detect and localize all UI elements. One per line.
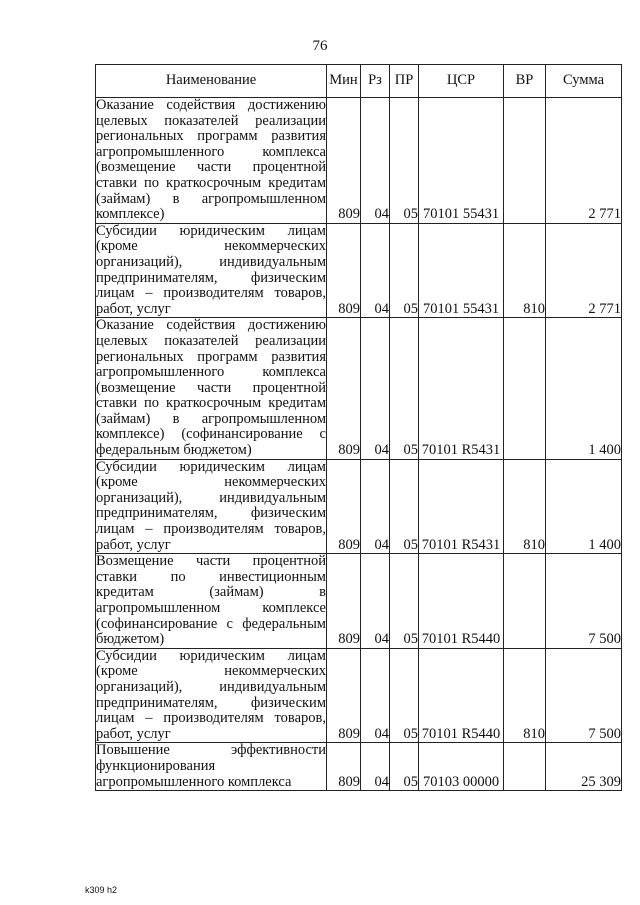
table-row <box>96 459 622 554</box>
row-name: Оказание содействия достижению целевых показателей реализации региональных программ развития агропромышленного комплекса (возмещение части процентной ставки по краткосрочным кредитам (займам) в агропромышленном комплексе) <box>96 97 326 223</box>
row-min: 809 <box>327 648 361 743</box>
table-row <box>96 648 622 743</box>
row-rz: 04 <box>361 554 390 649</box>
row-csr: 70101 R5431 <box>419 459 504 554</box>
row-pr: 05 <box>390 98 419 224</box>
row-vr: 810 <box>504 223 546 318</box>
row-vr: 810 <box>504 459 546 554</box>
budget-table <box>95 64 622 791</box>
row-sum: 1 400 <box>546 318 622 459</box>
header-vr: ВР <box>504 65 546 98</box>
table-row <box>96 554 622 649</box>
row-rz: 04 <box>361 743 390 791</box>
row-vr: 810 <box>504 648 546 743</box>
table-row <box>96 743 622 791</box>
table-header-row <box>96 65 622 98</box>
row-pr: 05 <box>390 318 419 459</box>
row-name: Субсидии юридическим лицам (кроме некоммерческих организаций), индивидуальным предпринимателям, физическим лицам – производителям товаров, работ, услуг <box>96 222 326 317</box>
row-csr: 70103 00000 <box>419 743 504 791</box>
header-rz: Рз <box>361 65 390 98</box>
row-pr: 05 <box>390 648 419 743</box>
row-csr: 70101 55431 <box>419 223 504 318</box>
row-rz: 04 <box>361 98 390 224</box>
row-rz: 04 <box>361 318 390 459</box>
header-pr: ПР <box>390 65 419 98</box>
document-code: k309 h2 <box>85 885 118 895</box>
row-sum: 25 309 <box>546 743 622 791</box>
row-min: 809 <box>327 459 361 554</box>
table-row <box>96 223 622 318</box>
row-min: 809 <box>327 743 361 791</box>
row-vr <box>504 554 546 649</box>
row-rz: 04 <box>361 223 390 318</box>
table-row <box>96 318 622 459</box>
row-csr: 70101 R5431 <box>419 318 504 459</box>
row-name: Повышение эффективности функционирования агропромышленного комплекса <box>96 742 326 790</box>
row-csr: 70101 R5440 <box>419 648 504 743</box>
row-sum: 1 400 <box>546 459 622 554</box>
row-name: Субсидии юридическим лицам (кроме некоммерческих организаций), индивидуальным предпринимателям, физическим лицам – производителям товаров, работ, услуг <box>96 647 326 742</box>
header-sum: Сумма <box>546 65 622 98</box>
row-name: Субсидии юридическим лицам (кроме некоммерческих организаций), индивидуальным предпринимателям, физическим лицам – производителям товаров, работ, услуг <box>96 458 326 553</box>
row-min: 809 <box>327 98 361 224</box>
row-sum: 2 771 <box>546 223 622 318</box>
row-sum: 7 500 <box>546 648 622 743</box>
row-vr <box>504 318 546 459</box>
header-csr: ЦСР <box>419 65 504 98</box>
row-pr: 05 <box>390 459 419 554</box>
header-name: Наименование <box>96 65 327 98</box>
table-row <box>96 98 622 224</box>
header-min: Мин <box>327 65 361 98</box>
row-sum: 2 771 <box>546 98 622 224</box>
row-name: Оказание содействия достижению целевых показателей реализации региональных программ развития агропромышленного комплекса (возмещение части процентной ставки по краткосрочным кредитам (займам) в агропромышленном комплексе) (софинансирование с федеральным бюджетом) <box>96 317 326 459</box>
row-rz: 04 <box>361 648 390 743</box>
page-number: 76 <box>312 38 328 54</box>
row-csr: 70101 55431 <box>419 98 504 224</box>
row-min: 809 <box>327 318 361 459</box>
row-vr <box>504 98 546 224</box>
row-pr: 05 <box>390 554 419 649</box>
row-name: Возмещение части процентной ставки по инвестиционным кредитам (займам) в агропромышленном комплексе (софинансирование с федеральным бюджетом) <box>96 553 326 648</box>
row-pr: 05 <box>390 743 419 791</box>
row-vr <box>504 743 546 791</box>
row-sum: 7 500 <box>546 554 622 649</box>
row-min: 809 <box>327 554 361 649</box>
row-csr: 70101 R5440 <box>419 554 504 649</box>
row-rz: 04 <box>361 459 390 554</box>
row-min: 809 <box>327 223 361 318</box>
row-pr: 05 <box>390 223 419 318</box>
